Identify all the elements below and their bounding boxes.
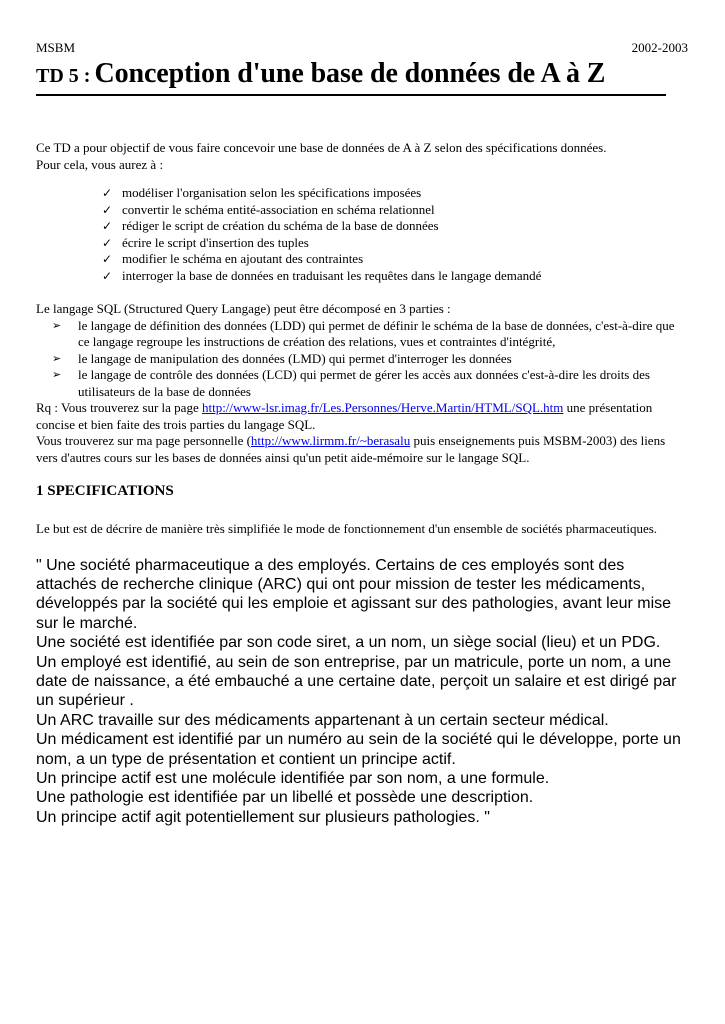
course-label: MSBM — [36, 40, 76, 55]
personal-page-paragraph: Vous trouverez sur ma page personnelle (http://www.lirmm.fr/~berasalu puis enseignements puis MSBM-2003) des liens vers d'autres cours sur les bases de données ainsi qu'un petit aide-mémoire sur le langage SQL. — [36, 433, 666, 465]
list-item: ✓ modéliser l'organisation selon les spécifications imposées — [102, 185, 422, 200]
page-header — [36, 40, 688, 56]
list-item: ✓ modifier le schéma en ajoutant des contraintes — [102, 251, 364, 266]
intro-line-2: Pour cela, vous aurez à : — [36, 156, 164, 172]
sql-intro: Le langage SQL (Structured Query Langage) peut être décomposé en 3 parties : — [36, 301, 451, 316]
list-item: ➢ le langage de définition des données (LDD) qui permet de définir le schéma de la base de données, c'est-à-dire que ce langage regroupe les instructions de création des relations, vues et contraintes d'intégrité, — [52, 317, 675, 349]
year-label: 2002-2003 — [631, 40, 688, 55]
checkmark-icon: ✓ — [102, 186, 113, 200]
sql-page-link[interactable]: http://www-lsr.imag.fr/Les.Personnes/Herve.Martin/HTML/SQL.htm — [201, 400, 564, 415]
document-page — [36, 40, 688, 827]
list-item: ✓ écrire le script d'insertion des tuples — [102, 234, 309, 250]
quote-paragraph: Un employé est identifié, au sein de son entreprise, par un matricule, porte un nom, a une date de naissance, a été embauché a une certaine date, perçoit un salaire et est dirigé par un supérieur . — [36, 653, 677, 710]
quote-paragraph: " Une société pharmaceutique a des employés. Certains de ces employés sont des attachés de recherche clinique (ARC) qui ont pour mission de tester les médicaments, développés par la société qui les emploie et agissant sur des pathologies, avant leur mise sur le marché. — [36, 556, 672, 632]
checkmark-icon: ✓ — [102, 252, 113, 266]
arrow-bullet-icon: ➢ — [52, 351, 62, 365]
intro-line-1: Ce TD a pour objectif de vous faire concevoir une base de données de A à Z selon des spécifications données. — [36, 140, 607, 155]
quote-paragraph: Une société est identifiée par son code siret, a un nom, un siège social (lieu) et un PDG. — [36, 634, 661, 652]
specifications-quote — [36, 556, 688, 828]
quote-paragraph: Un principe actif agit potentiellement sur plusieurs pathologies. " — [36, 808, 490, 826]
checkmark-icon: ✓ — [102, 219, 113, 233]
list-item: ➢ le langage de manipulation des données (LMD) qui permet d'interroger les données — [52, 350, 512, 366]
quote-paragraph: Une pathologie est identifiée par un libellé et possède une description. — [36, 789, 534, 807]
title-main: Conception d'une base de données de A à Z — [94, 58, 606, 89]
section-intro: Le but est de décrire de manière très simplifiée le mode de fonctionnement d'un ensemble de sociétés pharmaceutiques. — [36, 521, 658, 536]
title-prefix: TD 5 : — [36, 65, 91, 87]
quote-paragraph: Un ARC travaille sur des médicaments appartenant à un certain secteur médical. — [36, 711, 609, 729]
list-item: ✓ convertir le schéma entité-association en schéma relationnel — [102, 201, 435, 217]
arrow-bullet-icon: ➢ — [52, 318, 62, 332]
sql-parts-list — [36, 318, 688, 401]
checkmark-icon: ✓ — [102, 235, 113, 250]
checkmark-icon: ✓ — [102, 202, 113, 217]
list-item: ✓ rédiger le script de création du schéma de la base de données — [102, 218, 439, 233]
section-heading: 1 SPECIFICATIONS — [36, 483, 174, 499]
checkmark-icon: ✓ — [102, 268, 113, 283]
objectives-list — [36, 185, 688, 284]
arrow-bullet-icon: ➢ — [52, 368, 62, 381]
quote-paragraph: Un médicament est identifié par un numéro au sein de la société qui le développe, porte un nom, a un type de présentation et contient un principe actif. — [36, 731, 681, 768]
remark-paragraph: Rq : Vous trouverez sur la page http://www-lsr.imag.fr/Les.Personnes/Herve.Martin/HTML/SQL.htm une présentation concise et bien faite des trois parties du langage SQL. — [36, 400, 653, 432]
list-item: ✓ interroger la base de données en traduisant les requêtes dans le langage demandé — [102, 267, 542, 283]
list-item: ➢ le langage de contrôle des données (LCD) qui permet de gérer les accès aux données c'est-à-dire les droits des utilisateurs de la base de données — [52, 367, 650, 399]
page-title — [36, 58, 666, 96]
personal-page-link[interactable]: http://www.lirmm.fr/~berasalu — [250, 433, 411, 448]
quote-paragraph: Un principe actif est une molécule identifiée par son nom, a une formule. — [36, 769, 550, 787]
